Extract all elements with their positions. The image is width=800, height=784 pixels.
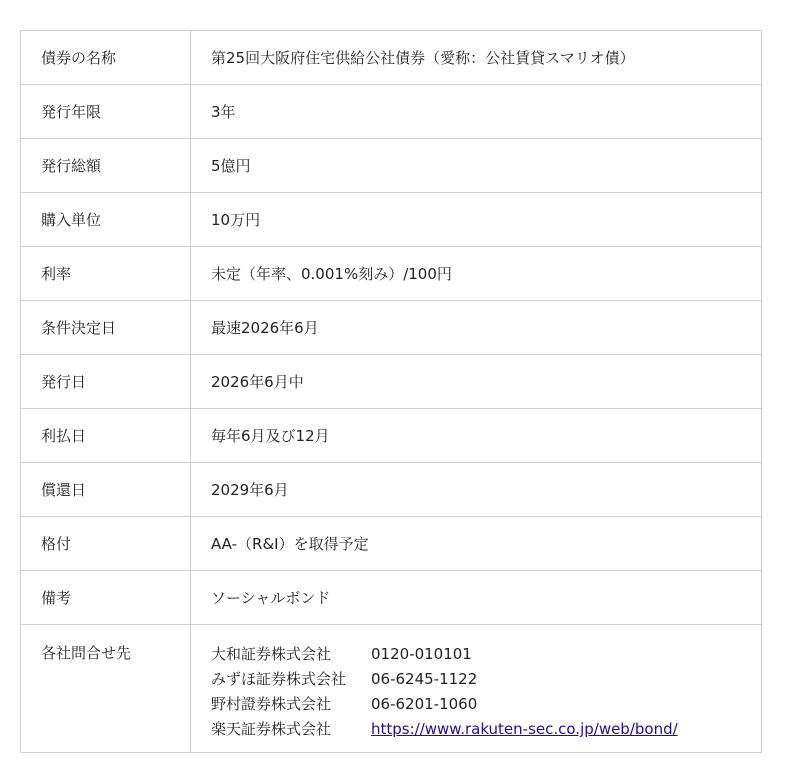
- firm-name: 大和証券株式会社: [211, 645, 332, 663]
- row-label: 購入単位: [21, 193, 191, 247]
- row-value: 2029年6月: [191, 463, 762, 517]
- row-value: 第25回大阪府住宅供給公社債券（愛称：公社賃貸スマリオ債）: [191, 31, 762, 85]
- row-value: 未定（年率、0.001%刻み）/100円: [191, 247, 762, 301]
- contact-entry: [211, 717, 741, 742]
- table-row: [21, 571, 762, 625]
- table-row: [21, 517, 762, 571]
- contact-row: [21, 625, 762, 753]
- row-value: AA-（R&I）を取得予定: [191, 517, 762, 571]
- rakuten-bond-link[interactable]: https://www.rakuten-sec.co.jp/web/bond/: [371, 720, 678, 738]
- row-value: 毎年6月及び12月: [191, 409, 762, 463]
- contact-entry: [211, 692, 741, 717]
- table-row: [21, 409, 762, 463]
- contact-entry: [211, 642, 741, 667]
- row-value: 5億円: [191, 139, 762, 193]
- firm-name: みずほ証券株式会社: [211, 670, 347, 688]
- row-value: 10万円: [191, 193, 762, 247]
- row-label: 格付: [21, 517, 191, 571]
- table-row: [21, 355, 762, 409]
- row-label: 償還日: [21, 463, 191, 517]
- row-value: ソーシャルボンド: [191, 571, 762, 625]
- row-value: 3年: [191, 85, 762, 139]
- row-label: 発行日: [21, 355, 191, 409]
- row-value: 2026年6月中: [191, 355, 762, 409]
- contact-label: 各社問合せ先: [21, 625, 191, 753]
- contact-entry: [211, 667, 741, 692]
- firm-name: 野村證券株式会社: [211, 695, 332, 713]
- bond-info-table: [20, 30, 762, 753]
- row-value: 最速2026年6月: [191, 301, 762, 355]
- row-label: 利払日: [21, 409, 191, 463]
- table-row: [21, 85, 762, 139]
- table-row: [21, 463, 762, 517]
- row-label: 発行年限: [21, 85, 191, 139]
- table-row: [21, 301, 762, 355]
- phone-number: 06-6201-1060: [371, 695, 478, 713]
- phone-number: 06-6245-1122: [371, 670, 478, 688]
- table-row: [21, 31, 762, 85]
- table-row: [21, 193, 762, 247]
- table-row: [21, 247, 762, 301]
- phone-number: 0120-010101: [371, 645, 472, 663]
- row-label: 条件決定日: [21, 301, 191, 355]
- contact-list: [191, 625, 762, 753]
- firm-name: 楽天証券株式会社: [211, 720, 332, 738]
- row-label: 債券の名称: [21, 31, 191, 85]
- row-label: 備考: [21, 571, 191, 625]
- row-label: 発行総額: [21, 139, 191, 193]
- row-label: 利率: [21, 247, 191, 301]
- table-row: [21, 139, 762, 193]
